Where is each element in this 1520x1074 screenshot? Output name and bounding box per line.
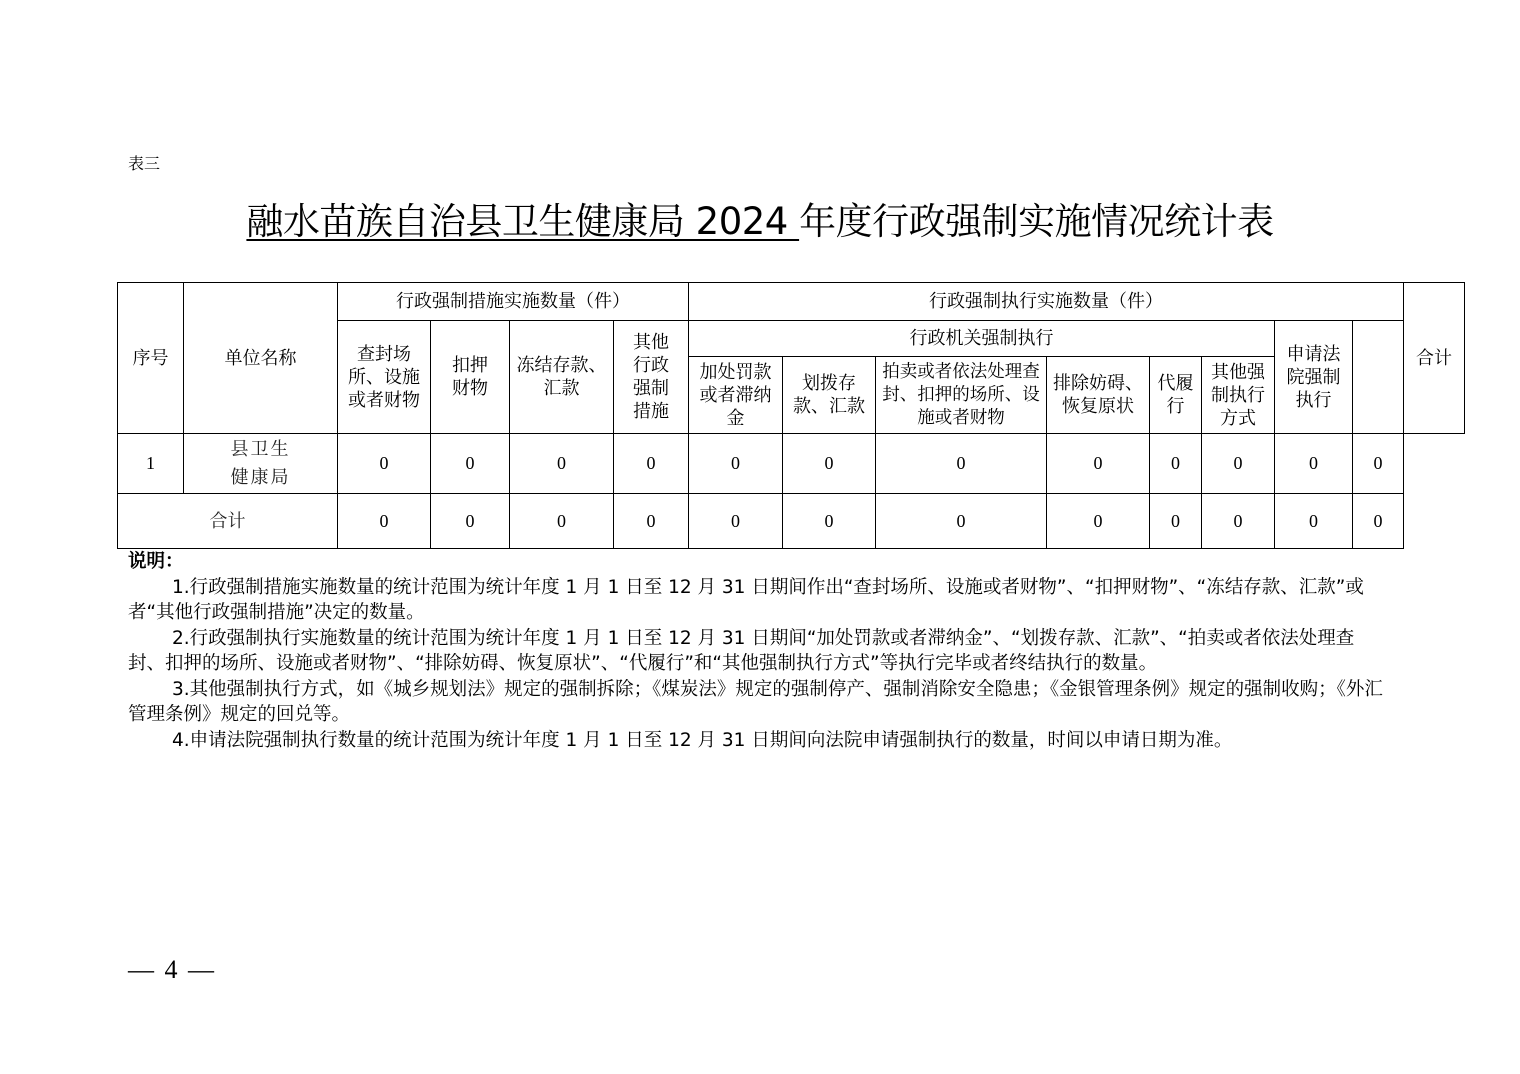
cell-seal: 0 (338, 434, 431, 494)
table-label: 表三 (128, 154, 161, 173)
total-freeze: 0 (510, 494, 614, 549)
row-seq: 1 (118, 434, 184, 494)
total-transfer: 0 (783, 494, 876, 549)
header-fine: 加处罚款或者滞纳金 (689, 357, 783, 434)
header-unit-name: 单位名称 (184, 283, 338, 434)
cell-total: 0 (1353, 434, 1404, 494)
header-seize: 扣押财物 (431, 321, 510, 434)
total-other-measures: 0 (614, 494, 689, 549)
note-item: 4.申请法院强制执行数量的统计范围为统计年度 1 月 1 日至 12 月 31 日期间向法院申请强制执行的数量，时间以申请日期为准。 (172, 729, 1233, 751)
cell-substitute: 0 (1150, 434, 1202, 494)
cell-freeze: 0 (510, 434, 614, 494)
total-row (118, 494, 1465, 549)
title-underlined-part: 融水苗族自治县卫生健康局 2024 (246, 200, 800, 243)
cell-remove: 0 (1047, 434, 1150, 494)
header-total: 合计 (1404, 283, 1465, 434)
cell-other-execution: 0 (1202, 434, 1275, 494)
header-execution-group: 行政强制执行实施数量（件） (689, 283, 1404, 321)
header-agency-execution: 行政机关强制执行 (689, 321, 1275, 357)
note-item: 3.其他强制执行方式，如《城乡规划法》规定的强制拆除；《煤炭法》规定的强制停产、强制消除安全隐患；《金银管理条例》规定的强制收购；《外汇管理条例》规定的回兑等。 (128, 678, 1383, 725)
header-seal: 查封场所、设施或者财物 (338, 321, 431, 434)
total-court: 0 (1275, 494, 1353, 549)
total-auction: 0 (876, 494, 1047, 549)
header-court: 申请法院强制执行 (1275, 321, 1353, 434)
table-row (118, 434, 1465, 494)
total-remove: 0 (1047, 494, 1150, 549)
header-freeze: 冻结存款、汇款 (510, 321, 614, 434)
cell-seize: 0 (431, 434, 510, 494)
row-unit-name: 县卫生健康局 (184, 434, 338, 494)
total-row-label: 合计 (118, 494, 338, 549)
page-title (0, 196, 1520, 248)
cell-other-measures: 0 (614, 434, 689, 494)
note-item: 2.行政强制执行实施数量的统计范围为统计年度 1 月 1 日至 12 月 31 日期间“加处罚款或者滞纳金”、“划拨存款、汇款”、“拍卖或者依法处理查封、扣押的场所、设施或者财物”、“排除妨碍、恢复原状”、“代履行”和“其他强制执行方式”等执行完毕或者终结执行的数量。 (128, 627, 1355, 674)
header-other-execution: 其他强制执行方式 (1202, 357, 1275, 434)
cell-auction: 0 (876, 434, 1047, 494)
title-rest: 年度行政强制实施情况统计表 (799, 200, 1274, 243)
total-total: 0 (1353, 494, 1404, 549)
total-substitute: 0 (1150, 494, 1202, 549)
header-substitute: 代履行 (1150, 357, 1202, 434)
cell-transfer: 0 (783, 434, 876, 494)
header-transfer: 划拨存款、汇款 (783, 357, 876, 434)
total-seal: 0 (338, 494, 431, 549)
notes-heading: 说明： (128, 551, 184, 572)
total-other-execution: 0 (1202, 494, 1275, 549)
header-remove: 排除妨碍、恢复原状 (1047, 357, 1150, 434)
total-seize: 0 (431, 494, 510, 549)
header-auction: 拍卖或者依法处理查封、扣押的场所、设施或者财物 (876, 357, 1047, 434)
total-fine: 0 (689, 494, 783, 549)
cell-fine: 0 (689, 434, 783, 494)
header-seq: 序号 (118, 283, 184, 434)
statistics-table (117, 282, 1465, 549)
cell-court: 0 (1275, 434, 1353, 494)
note-item: 1.行政强制措施实施数量的统计范围为统计年度 1 月 1 日至 12 月 31 日期间作出“查封场所、设施或者财物”、“扣押财物”、“冻结存款、汇款”或者“其他行政强制措施”决定的数量。 (128, 576, 1364, 623)
header-measures-group: 行政强制措施实施数量（件） (338, 283, 689, 321)
page-number: — 4 — (128, 955, 216, 984)
notes-section (128, 549, 1390, 753)
header-other-measures: 其他行政强制措施 (614, 321, 689, 434)
